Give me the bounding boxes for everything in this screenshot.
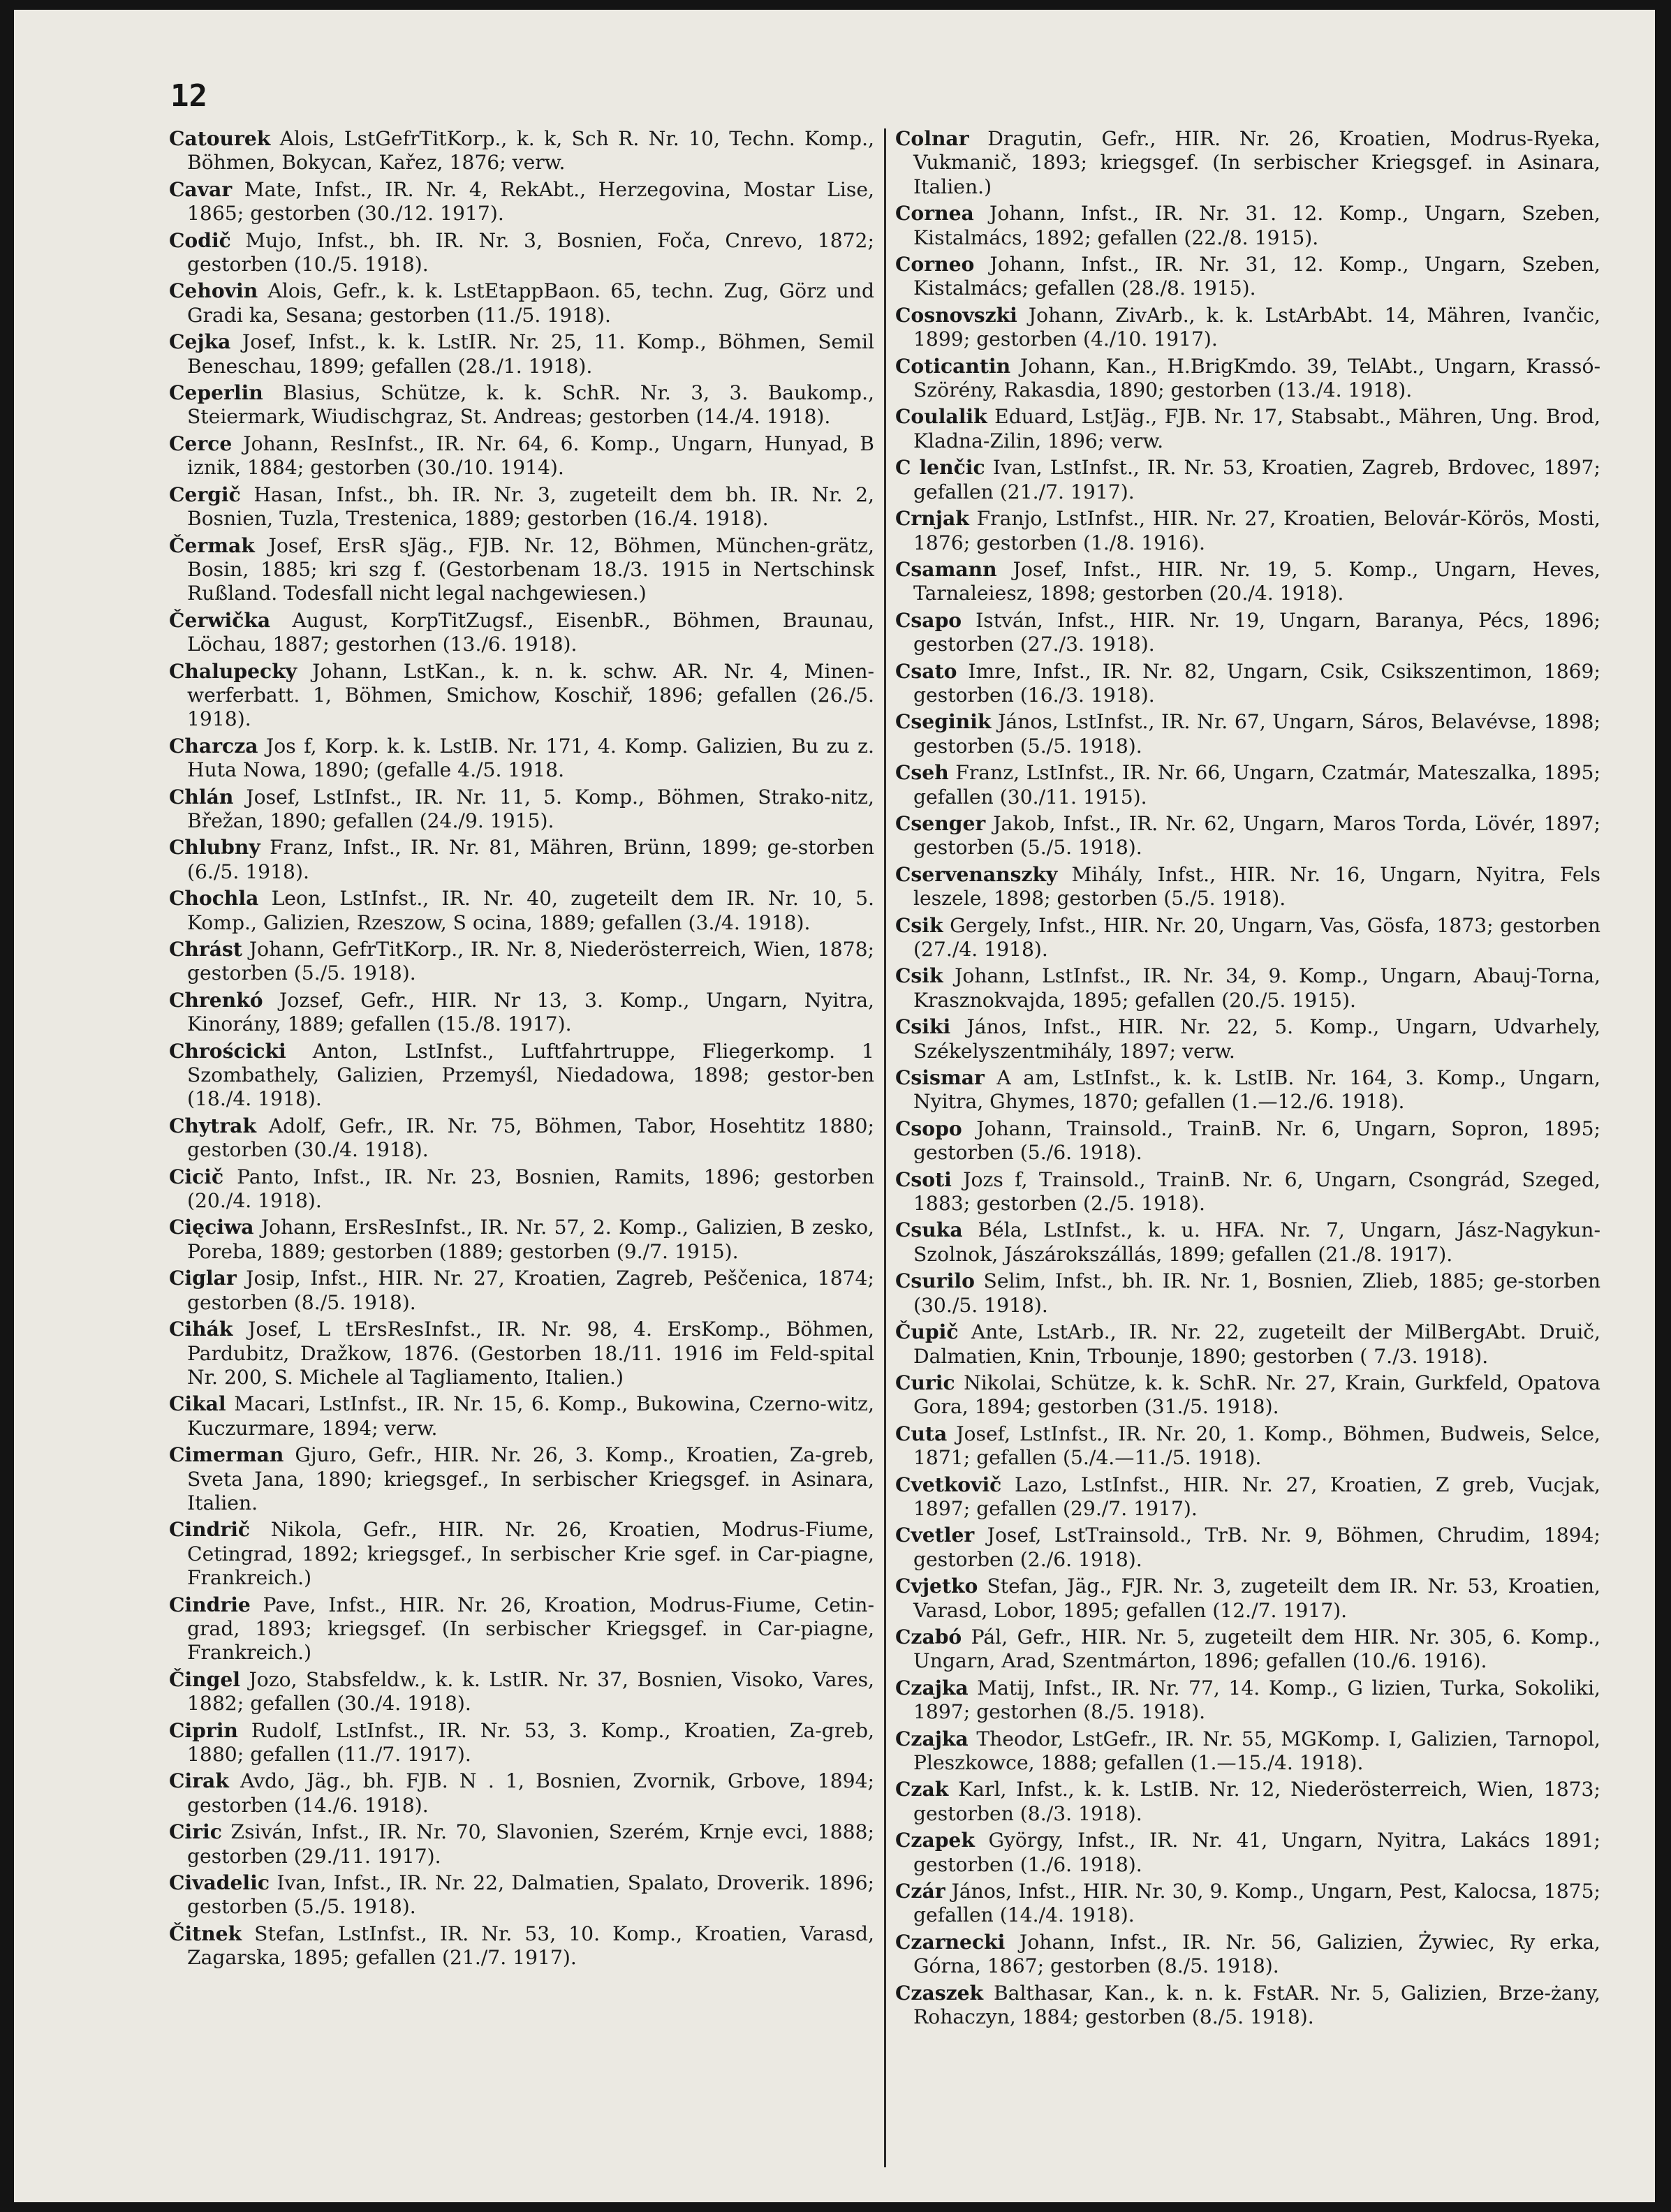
list-item bbox=[169, 1871, 874, 1919]
entry-surname: Cosnovszki bbox=[895, 303, 1017, 327]
list-item bbox=[895, 914, 1600, 962]
entry-details: Imre, Infst., IR. Nr. 82, Ungarn, Csik, Csikszentimon, 1869; gestorben (16./3. 1918). bbox=[913, 659, 1600, 707]
entry-surname: Čingel bbox=[169, 1667, 240, 1691]
entry-details: Anton, LstInfst., Luftfahrtruppe, Fliegerkomp. 1 Szombathely, Galizien, Przemyśl, Niedadowa, 1898; gestor-ben (18./4. 1918). bbox=[187, 1039, 874, 1111]
entry-details: István, Infst., HIR. Nr. 19, Ungarn, Baranya, Pécs, 1896; gestorben (27./3. 1918). bbox=[913, 608, 1600, 656]
document-page bbox=[14, 10, 1655, 2202]
list-item bbox=[895, 964, 1600, 1012]
list-item bbox=[895, 812, 1600, 860]
entry-details: Johann, GefrTitKorp., IR. Nr. 8, Niederösterreich, Wien, 1878; gestorben (5./5. 1918). bbox=[187, 938, 874, 985]
entry-details: Franjo, LstInfst., HIR. Nr. 27, Kroatien, Belovár-Körös, Mosti, 1876; gestorben (1./8. 1916). bbox=[913, 507, 1600, 554]
list-item bbox=[169, 1719, 874, 1767]
entry-details: Leon, LstInfst., IR. Nr. 40, zugeteilt dem IR. Nr. 10, 5. Komp., Galizien, Rzeszow, S ocina, 1889; gefallen (3./4. 1918). bbox=[187, 887, 874, 934]
entry-details: Josef, LstTrainsold., TrB. Nr. 9, Böhmen, Chrudim, 1894; gestorben (2./6. 1918). bbox=[913, 1524, 1600, 1571]
entry-details: Jozsef, Gefr., HIR. Nr 13, 3. Komp., Ungarn, Nyitra, Kinorány, 1889; gefallen (15./8. 1917). bbox=[187, 988, 874, 1036]
list-item bbox=[169, 1040, 874, 1112]
entry-details: Stefan, Jäg., FJR. Nr. 3, zugeteilt dem IR. Nr. 53, Kroatien, Varasd, Lobor, 1895; gefallen (12./7. 1917). bbox=[913, 1575, 1600, 1622]
list-item bbox=[895, 1829, 1600, 1877]
entry-surname: Chochla bbox=[169, 887, 259, 910]
entry-surname: Civadelic bbox=[169, 1871, 270, 1895]
entry-surname: Čermak bbox=[169, 533, 255, 557]
entry-surname: Csenger bbox=[895, 811, 986, 835]
entry-surname: Čerwička bbox=[169, 608, 271, 632]
entry-details: Jos f, Korp. k. k. LstIB. Nr. 171, 4. Komp. Galizien, Bu zu z. Huta Nowa, 1890; (gefalle 4./5. 1918. bbox=[187, 734, 874, 782]
entry-surname: Czarnecki bbox=[895, 1930, 1006, 1954]
list-item bbox=[169, 483, 874, 531]
entry-details: Josef, ErsR sJäg., FJB. Nr. 12, Böhmen, München-grätz, Bosin, 1885; kri szg f. (Gestorbenam 18./3. 1915 in Nertschinsk Rußland. Todesfall nicht legal nachgewiesen.) bbox=[187, 533, 874, 605]
list-item bbox=[895, 761, 1600, 809]
list-item bbox=[169, 279, 874, 327]
entry-surname: Csato bbox=[895, 659, 957, 683]
list-item bbox=[895, 1473, 1600, 1521]
entry-surname: Czak bbox=[895, 1778, 949, 1801]
list-item bbox=[895, 1727, 1600, 1776]
entry-details: Zsiván, Infst., IR. Nr. 70, Slavonien, Szerém, Krnje evci, 1888; gestorben (29./11. 1917). bbox=[187, 1820, 874, 1868]
entry-surname: Csamann bbox=[895, 557, 997, 581]
list-item bbox=[895, 405, 1600, 453]
entry-surname: Charcza bbox=[169, 734, 258, 758]
list-item bbox=[895, 558, 1600, 606]
entry-details: Rudolf, LstInfst., IR. Nr. 53, 3. Komp., Kroatien, Za-greb, 1880; gefallen (11./7. 1917). bbox=[187, 1718, 874, 1766]
list-item bbox=[895, 304, 1600, 352]
entry-details: Johann, Infst., IR. Nr. 31, 12. Komp., Ungarn, Szeben, Kistalmács; gefallen (28./8. 1915). bbox=[913, 253, 1600, 300]
entry-details: Josef, L tErsResInfst., IR. Nr. 98, 4. ErsKomp., Böhmen, Pardubitz, Dražkow, 1876. (Gestorben 18./11. 1916 im Feld-spital Nr. 200, S. Michele al Tagliamento, Italien.) bbox=[187, 1318, 874, 1389]
list-item bbox=[169, 1668, 874, 1716]
entry-surname: Cięciwa bbox=[169, 1216, 254, 1239]
entry-details: August, KorpTitZugsf., EisenbR., Böhmen, Braunau, Löchau, 1887; gestorhen (13./6. 1918). bbox=[187, 608, 874, 656]
list-item bbox=[895, 609, 1600, 657]
entry-surname: Cseh bbox=[895, 761, 949, 785]
entry-details: Josef, LstInfst., IR. Nr. 20, 1. Komp., Böhmen, Budweis, Selce, 1871; gefallen (5./4.—11./5. 1918). bbox=[913, 1422, 1600, 1470]
entry-surname: Cindrie bbox=[169, 1593, 251, 1616]
entry-surname: Cvetkovič bbox=[895, 1473, 1002, 1496]
list-item bbox=[169, 660, 874, 732]
entry-surname: Csismar bbox=[895, 1066, 985, 1090]
list-item bbox=[895, 1117, 1600, 1165]
list-item bbox=[895, 710, 1600, 758]
entry-details: Matij, Infst., IR. Nr. 77, 14. Komp., G lizien, Turka, Sokoliki, 1897; gestorhen (8./5. 1918). bbox=[913, 1676, 1600, 1724]
entry-surname: Chytrak bbox=[169, 1114, 256, 1137]
list-item bbox=[169, 989, 874, 1037]
right-column bbox=[895, 127, 1600, 2032]
entry-details: Johann, LstKan., k. n. k. schw. AR. Nr. 4, Minen-werferbatt. 1, Böhmen, Smichow, Koschiř, 1896; gefallen (26./5. 1918). bbox=[187, 659, 874, 731]
list-item bbox=[895, 1218, 1600, 1267]
list-item bbox=[895, 1422, 1600, 1470]
entry-surname: Ciglar bbox=[169, 1267, 237, 1290]
list-item bbox=[895, 1982, 1600, 2030]
list-item bbox=[895, 127, 1600, 199]
entry-surname: Csik bbox=[895, 913, 943, 937]
entry-surname: Ciric bbox=[169, 1820, 222, 1844]
entry-surname: Cimerman bbox=[169, 1443, 284, 1467]
entry-details: Josip, Infst., HIR. Nr. 27, Kroatien, Zagreb, Peščenica, 1874; gestorben (8./5. 1918). bbox=[187, 1267, 874, 1314]
entry-details: Johann, ErsResInfst., IR. Nr. 57, 2. Komp., Galizien, B zesko, Poreba, 1889; gestorben (1889; gestorben (9./7. 1915). bbox=[187, 1216, 874, 1263]
entry-details: Ante, LstArb., IR. Nr. 22, zugeteilt der MilBergAbt. Druič, Dalmatien, Knin, Trbounje, 1890; gestorben ( 7./3. 1918). bbox=[913, 1320, 1600, 1368]
entry-surname: Cvetler bbox=[895, 1524, 975, 1547]
list-item bbox=[895, 1880, 1600, 1928]
entry-details: Balthasar, Kan., k. n. k. FstAR. Nr. 5, Galizien, Brze-żany, Rohaczyn, 1884; gestorben (8./5. 1918). bbox=[913, 1981, 1600, 2029]
entry-details: Johann, ZivArb., k. k. LstArbAbt. 14, Mähren, Ivančic, 1899; gestorben (4./10. 1917). bbox=[913, 303, 1600, 351]
entry-details: Ivan, Infst., IR. Nr. 22, Dalmatien, Spalato, Droverik. 1896; gestorben (5./5. 1918). bbox=[187, 1871, 874, 1919]
entry-surname: Csoti bbox=[895, 1167, 952, 1191]
entry-surname: Csiki bbox=[895, 1015, 951, 1039]
entry-surname: Chrást bbox=[169, 938, 242, 961]
list-item bbox=[169, 1392, 874, 1440]
entry-surname: Coulalik bbox=[895, 405, 987, 429]
entry-details: Mujo, Infst., bh. IR. Nr. 3, Bosnien, Foča, Cnrevo, 1872; gestorben (10./5. 1918). bbox=[187, 228, 874, 276]
list-item bbox=[895, 1320, 1600, 1369]
entry-surname: Czár bbox=[895, 1880, 945, 1903]
list-item bbox=[169, 1443, 874, 1515]
list-item bbox=[169, 330, 874, 378]
list-item bbox=[895, 1524, 1600, 1572]
entry-surname: Csik bbox=[895, 964, 943, 988]
list-item bbox=[895, 1015, 1600, 1063]
entry-surname: Chrenkó bbox=[169, 988, 263, 1012]
entry-surname: Čupič bbox=[895, 1320, 959, 1344]
entry-details: Theodor, LstGefr., IR. Nr. 55, MGKomp. I, Galizien, Tarnopol, Pleszkowce, 1888; gefallen (1.—15./4. 1918). bbox=[913, 1727, 1600, 1774]
list-item bbox=[169, 1267, 874, 1315]
list-item bbox=[895, 1931, 1600, 1979]
list-item bbox=[169, 1518, 874, 1590]
entry-details: Jozo, Stabsfeldw., k. k. LstIR. Nr. 37, Bosnien, Visoko, Vares, 1882; gefallen (30./4. 1918). bbox=[187, 1667, 874, 1716]
entry-details: Panto, Infst., IR. Nr. 23, Bosnien, Ramits, 1896; gestorben (20./4. 1918). bbox=[187, 1165, 874, 1213]
entry-surname: Csapo bbox=[895, 608, 962, 632]
list-item bbox=[895, 253, 1600, 301]
list-item bbox=[895, 1269, 1600, 1318]
entry-surname: C lenčic bbox=[895, 456, 985, 480]
entry-details: Josef, Infst., k. k. LstIR. Nr. 25, 11. Komp., Böhmen, Semil Beneschau, 1899; gefallen (28./1. 1918). bbox=[187, 330, 874, 378]
entry-details: Josef, Infst., HIR. Nr. 19, 5. Komp., Ungarn, Heves, Tarnaleiesz, 1898; gestorben (20./4. 1918). bbox=[913, 557, 1600, 605]
list-item bbox=[169, 938, 874, 986]
entry-surname: Csopo bbox=[895, 1116, 962, 1140]
page-number: 12 bbox=[170, 78, 207, 114]
entry-surname: Čitnek bbox=[169, 1922, 242, 1945]
list-item bbox=[169, 1820, 874, 1868]
entry-details: Alois, Gefr., k. k. LstEtappBaon. 65, techn. Zug, Görz und Gradi ka, Sesana; gestorben (11./5. 1918). bbox=[187, 279, 874, 327]
entry-details: Gjuro, Gefr., HIR. Nr. 26, 3. Komp., Kroatien, Za-greb, Sveta Jana, 1890; kriegsgef., In serbischer Kriegsgef. in Asinara, Italien. bbox=[187, 1443, 874, 1514]
entry-details: Johann, Trainsold., TrainB. Nr. 6, Ungarn, Sopron, 1895; gestorben (5./6. 1918). bbox=[913, 1116, 1600, 1165]
entry-details: Macari, LstInfst., IR. Nr. 15, 6. Komp., Bukowina, Czerno-witz, Kuczurmare, 1894; verw. bbox=[187, 1392, 874, 1440]
entry-details: Johann, ResInfst., IR. Nr. 64, 6. Komp., Ungarn, Hunyad, B iznik, 1884; gestorben (30./10. 1914). bbox=[187, 432, 874, 480]
entry-surname: Czapek bbox=[895, 1829, 975, 1852]
entry-details: Nikola, Gefr., HIR. Nr. 26, Kroatien, Modrus-Fiume, Cetingrad, 1892; kriegsgef., In serbischer Krie sgef. in Car-piagne, Frankreich.) bbox=[187, 1518, 874, 1590]
list-item bbox=[169, 1593, 874, 1665]
list-item bbox=[895, 660, 1600, 708]
list-item bbox=[169, 1922, 874, 1970]
entry-details: János, Infst., HIR. Nr. 22, 5. Komp., Ungarn, Udvarhely, Székelyszentmihály, 1897; verw. bbox=[913, 1015, 1600, 1063]
entry-details: Karl, Infst., k. k. LstIB. Nr. 12, Niederösterreich, Wien, 1873; gestorben (8./3. 1918). bbox=[913, 1778, 1600, 1825]
entry-details: Johann, LstInfst., IR. Nr. 34, 9. Komp., Ungarn, Abauj-Torna, Krasznokvajda, 1895; gefallen (20./5. 1915). bbox=[913, 964, 1600, 1012]
column-divider bbox=[884, 128, 886, 2167]
entry-details: Lazo, LstInfst., HIR. Nr. 27, Kroatien, Z greb, Vucjak, 1897; gefallen (29./7. 1917). bbox=[913, 1473, 1600, 1520]
list-item bbox=[169, 1114, 874, 1163]
entry-details: Avdo, Jäg., bh. FJB. N . 1, Bosnien, Zvornik, Grbove, 1894; gestorben (14./6. 1918). bbox=[187, 1769, 874, 1817]
entry-surname: Catourek bbox=[169, 127, 271, 150]
list-item bbox=[895, 1168, 1600, 1216]
entry-surname: Czabó bbox=[895, 1625, 962, 1649]
entry-details: Mate, Infst., IR. Nr. 4, RekAbt., Herzegovina, Mostar Lise, 1865; gestorben (30./12. 1917). bbox=[187, 177, 874, 226]
entry-surname: Crnjak bbox=[895, 507, 969, 531]
entry-surname: Cseginik bbox=[895, 710, 992, 734]
entry-details: Franz, LstInfst., IR. Nr. 66, Ungarn, Czatmár, Mateszalka, 1895; gefallen (30./11. 1915). bbox=[913, 761, 1600, 809]
entry-details: Johann, Kan., H.BrigKmdo. 39, TelAbt., Ungarn, Krassó-Szörény, Rakasdia, 1890; gestorben (13./4. 1918). bbox=[913, 354, 1600, 402]
list-item bbox=[169, 786, 874, 834]
entry-surname: Czajka bbox=[895, 1676, 969, 1699]
entry-details: Stefan, LstInfst., IR. Nr. 53, 10. Komp., Kroatien, Varasd, Zagarska, 1895; gefallen (21./7. 1917). bbox=[187, 1922, 874, 1970]
entry-surname: Csurilo bbox=[895, 1269, 975, 1293]
entry-surname: Cerce bbox=[169, 432, 233, 455]
entry-details: Josef, LstInfst., IR. Nr. 11, 5. Komp., Böhmen, Strako-nitz, Břežan, 1890; gefallen (24./9. 1915). bbox=[187, 785, 874, 832]
entry-details: Eduard, LstJäg., FJB. Nr. 17, Stabsabt., Mähren, Ung. Brod, Kladna-Zilin, 1896; verw. bbox=[913, 405, 1600, 452]
list-item bbox=[895, 1066, 1600, 1114]
entry-details: Selim, Infst., bh. IR. Nr. 1, Bosnien, Zlieb, 1885; ge-storben (30./5. 1918). bbox=[913, 1269, 1600, 1317]
entry-surname: Cehovin bbox=[169, 279, 258, 303]
list-item bbox=[169, 887, 874, 935]
list-item bbox=[169, 1318, 874, 1389]
entry-surname: Cihák bbox=[169, 1318, 233, 1341]
entry-surname: Cavar bbox=[169, 177, 233, 201]
entry-details: Pál, Gefr., HIR. Nr. 5, zugeteilt dem HIR. Nr. 305, 6. Komp., Ungarn, Arad, Szentmárton, 1896; gefallen (10./6. 1916). bbox=[913, 1625, 1600, 1673]
list-item bbox=[895, 863, 1600, 911]
entry-surname: Czajka bbox=[895, 1727, 969, 1750]
list-item bbox=[895, 456, 1600, 504]
entry-details: Johann, Infst., IR. Nr. 56, Galizien, Żywiec, Ry erka, Górna, 1867; gestorben (8./5. 1918). bbox=[913, 1930, 1600, 1978]
entry-details: János, Infst., HIR. Nr. 30, 9. Komp., Ungarn, Pest, Kalocsa, 1875; gefallen (14./4. 1918). bbox=[913, 1880, 1600, 1927]
list-item bbox=[169, 229, 874, 277]
entry-surname: Cirak bbox=[169, 1769, 229, 1793]
left-column bbox=[169, 127, 874, 1973]
entry-surname: Chalupecky bbox=[169, 659, 297, 683]
entry-details: A am, LstInfst., k. k. LstIB. Nr. 164, 3. Komp., Ungarn, Nyitra, Ghymes, 1870; gefallen (1.—12./6. 1918). bbox=[913, 1066, 1600, 1114]
entry-details: Jakob, Infst., IR. Nr. 62, Ungarn, Maros Torda, Lövér, 1897; gestorben (5./5. 1918). bbox=[913, 811, 1600, 860]
entry-details: Béla, LstInfst., k. u. HFA. Nr. 7, Ungarn, Jász-Nagykun-Szolnok, Jászárokszállás, 1899; gefallen (21./8. 1917). bbox=[913, 1218, 1600, 1266]
entry-surname: Csuka bbox=[895, 1218, 963, 1242]
entry-details: Pave, Infst., HIR. Nr. 26, Kroation, Modrus-Fiume, Cetin-grad, 1893; kriegsgef. (In serbischer Kriegsgef. in Car-piagne, Frankreich.) bbox=[187, 1593, 874, 1665]
entry-surname: Cejka bbox=[169, 330, 231, 354]
entry-details: Johann, Infst., IR. Nr. 31. 12. Komp., Ungarn, Szeben, Kistalmács, 1892; gefallen (22./8. 1915). bbox=[913, 202, 1600, 249]
entry-details: György, Infst., IR. Nr. 41, Ungarn, Nyitra, Lakács 1891; gestorben (1./6. 1918). bbox=[913, 1829, 1600, 1876]
entry-surname: Chrościcki bbox=[169, 1039, 286, 1063]
entry-surname: Cvjetko bbox=[895, 1575, 978, 1598]
entry-details: János, LstInfst., IR. Nr. 67, Ungarn, Sáros, Belavévse, 1898; gestorben (5./5. 1918). bbox=[913, 710, 1600, 758]
entry-surname: Curic bbox=[895, 1371, 955, 1394]
list-item bbox=[895, 1778, 1600, 1826]
entry-details: Gergely, Infst., HIR. Nr. 20, Ungarn, Vas, Gösfa, 1873; gestorben (27./4. 1918). bbox=[913, 913, 1600, 961]
list-item bbox=[169, 609, 874, 657]
entry-details: Blasius, Schütze, k. k. SchR. Nr. 3, 3. Baukomp., Steiermark, Wiudischgraz, St. Andreas; gestorben (14./4. 1918). bbox=[187, 381, 874, 429]
list-item bbox=[895, 1575, 1600, 1623]
list-item bbox=[895, 355, 1600, 403]
entry-surname: Cornea bbox=[895, 202, 974, 226]
entry-details: Nikolai, Schütze, k. k. SchR. Nr. 27, Krain, Gurkfeld, Opatova Gora, 1894; gestorben (31./5. 1918). bbox=[913, 1371, 1600, 1419]
list-item bbox=[169, 1769, 874, 1817]
entry-surname: Chlubny bbox=[169, 836, 260, 860]
entry-surname: Codič bbox=[169, 228, 231, 252]
list-item bbox=[169, 127, 874, 175]
list-item bbox=[895, 507, 1600, 555]
list-item bbox=[169, 381, 874, 429]
entry-surname: Ciprin bbox=[169, 1718, 238, 1742]
entry-details: Alois, LstGefrTitKorp., k. k, Sch R. Nr. 10, Techn. Komp., Böhmen, Bokycan, Kařez, 1876; verw. bbox=[187, 127, 874, 175]
entry-surname: Cicič bbox=[169, 1165, 224, 1188]
list-item bbox=[169, 1216, 874, 1264]
list-item bbox=[169, 534, 874, 606]
entry-surname: Corneo bbox=[895, 253, 975, 276]
list-item bbox=[895, 1676, 1600, 1725]
entry-surname: Czaszek bbox=[895, 1981, 984, 2005]
list-item bbox=[169, 432, 874, 480]
entry-surname: Cservenanszky bbox=[895, 862, 1058, 886]
list-item bbox=[895, 202, 1600, 250]
list-item bbox=[895, 1625, 1600, 1674]
list-item bbox=[169, 836, 874, 884]
entry-surname: Colnar bbox=[895, 127, 969, 150]
list-item bbox=[169, 1165, 874, 1214]
entry-details: Franz, Infst., IR. Nr. 81, Mähren, Brünn, 1899; ge-storben (6./5. 1918). bbox=[187, 836, 874, 883]
entry-details: Hasan, Infst., bh. IR. Nr. 3, zugeteilt dem bh. IR. Nr. 2, Bosnien, Tuzla, Trestenica, 1889; gestorben (16./4. 1918). bbox=[187, 482, 874, 531]
list-item bbox=[169, 735, 874, 783]
entry-details: Dragutin, Gefr., HIR. Nr. 26, Kroatien, Modrus-Ryeka, Vukmanič, 1893; kriegsgef. (In serbischer Kriegsgef. in Asinara, Italien.) bbox=[913, 127, 1600, 198]
entry-details: Adolf, Gefr., IR. Nr. 75, Böhmen, Tabor, Hosehtitz 1880; gestorben (30./4. 1918). bbox=[187, 1114, 874, 1162]
list-item bbox=[895, 1371, 1600, 1420]
entry-surname: Cergič bbox=[169, 482, 241, 506]
entry-details: Ivan, LstInfst., IR. Nr. 53, Kroatien, Zagreb, Brdovec, 1897; gefallen (21./7. 1917). bbox=[913, 456, 1600, 503]
entry-surname: Cikal bbox=[169, 1392, 226, 1416]
entry-surname: Chlán bbox=[169, 785, 234, 809]
list-item bbox=[169, 178, 874, 226]
entry-surname: Ceperlin bbox=[169, 381, 263, 405]
entry-surname: Coticantin bbox=[895, 354, 1011, 378]
entry-surname: Cindrič bbox=[169, 1518, 251, 1542]
entry-details: Mihály, Infst., HIR. Nr. 16, Ungarn, Nyitra, Fels leszele, 1898; gestorben (5./5. 1918). bbox=[913, 862, 1600, 910]
entry-details: Jozs f, Trainsold., TrainB. Nr. 6, Ungarn, Csongrád, Szeged, 1883; gestorben (2./5. 1918). bbox=[913, 1167, 1600, 1216]
entry-surname: Cuta bbox=[895, 1422, 948, 1445]
